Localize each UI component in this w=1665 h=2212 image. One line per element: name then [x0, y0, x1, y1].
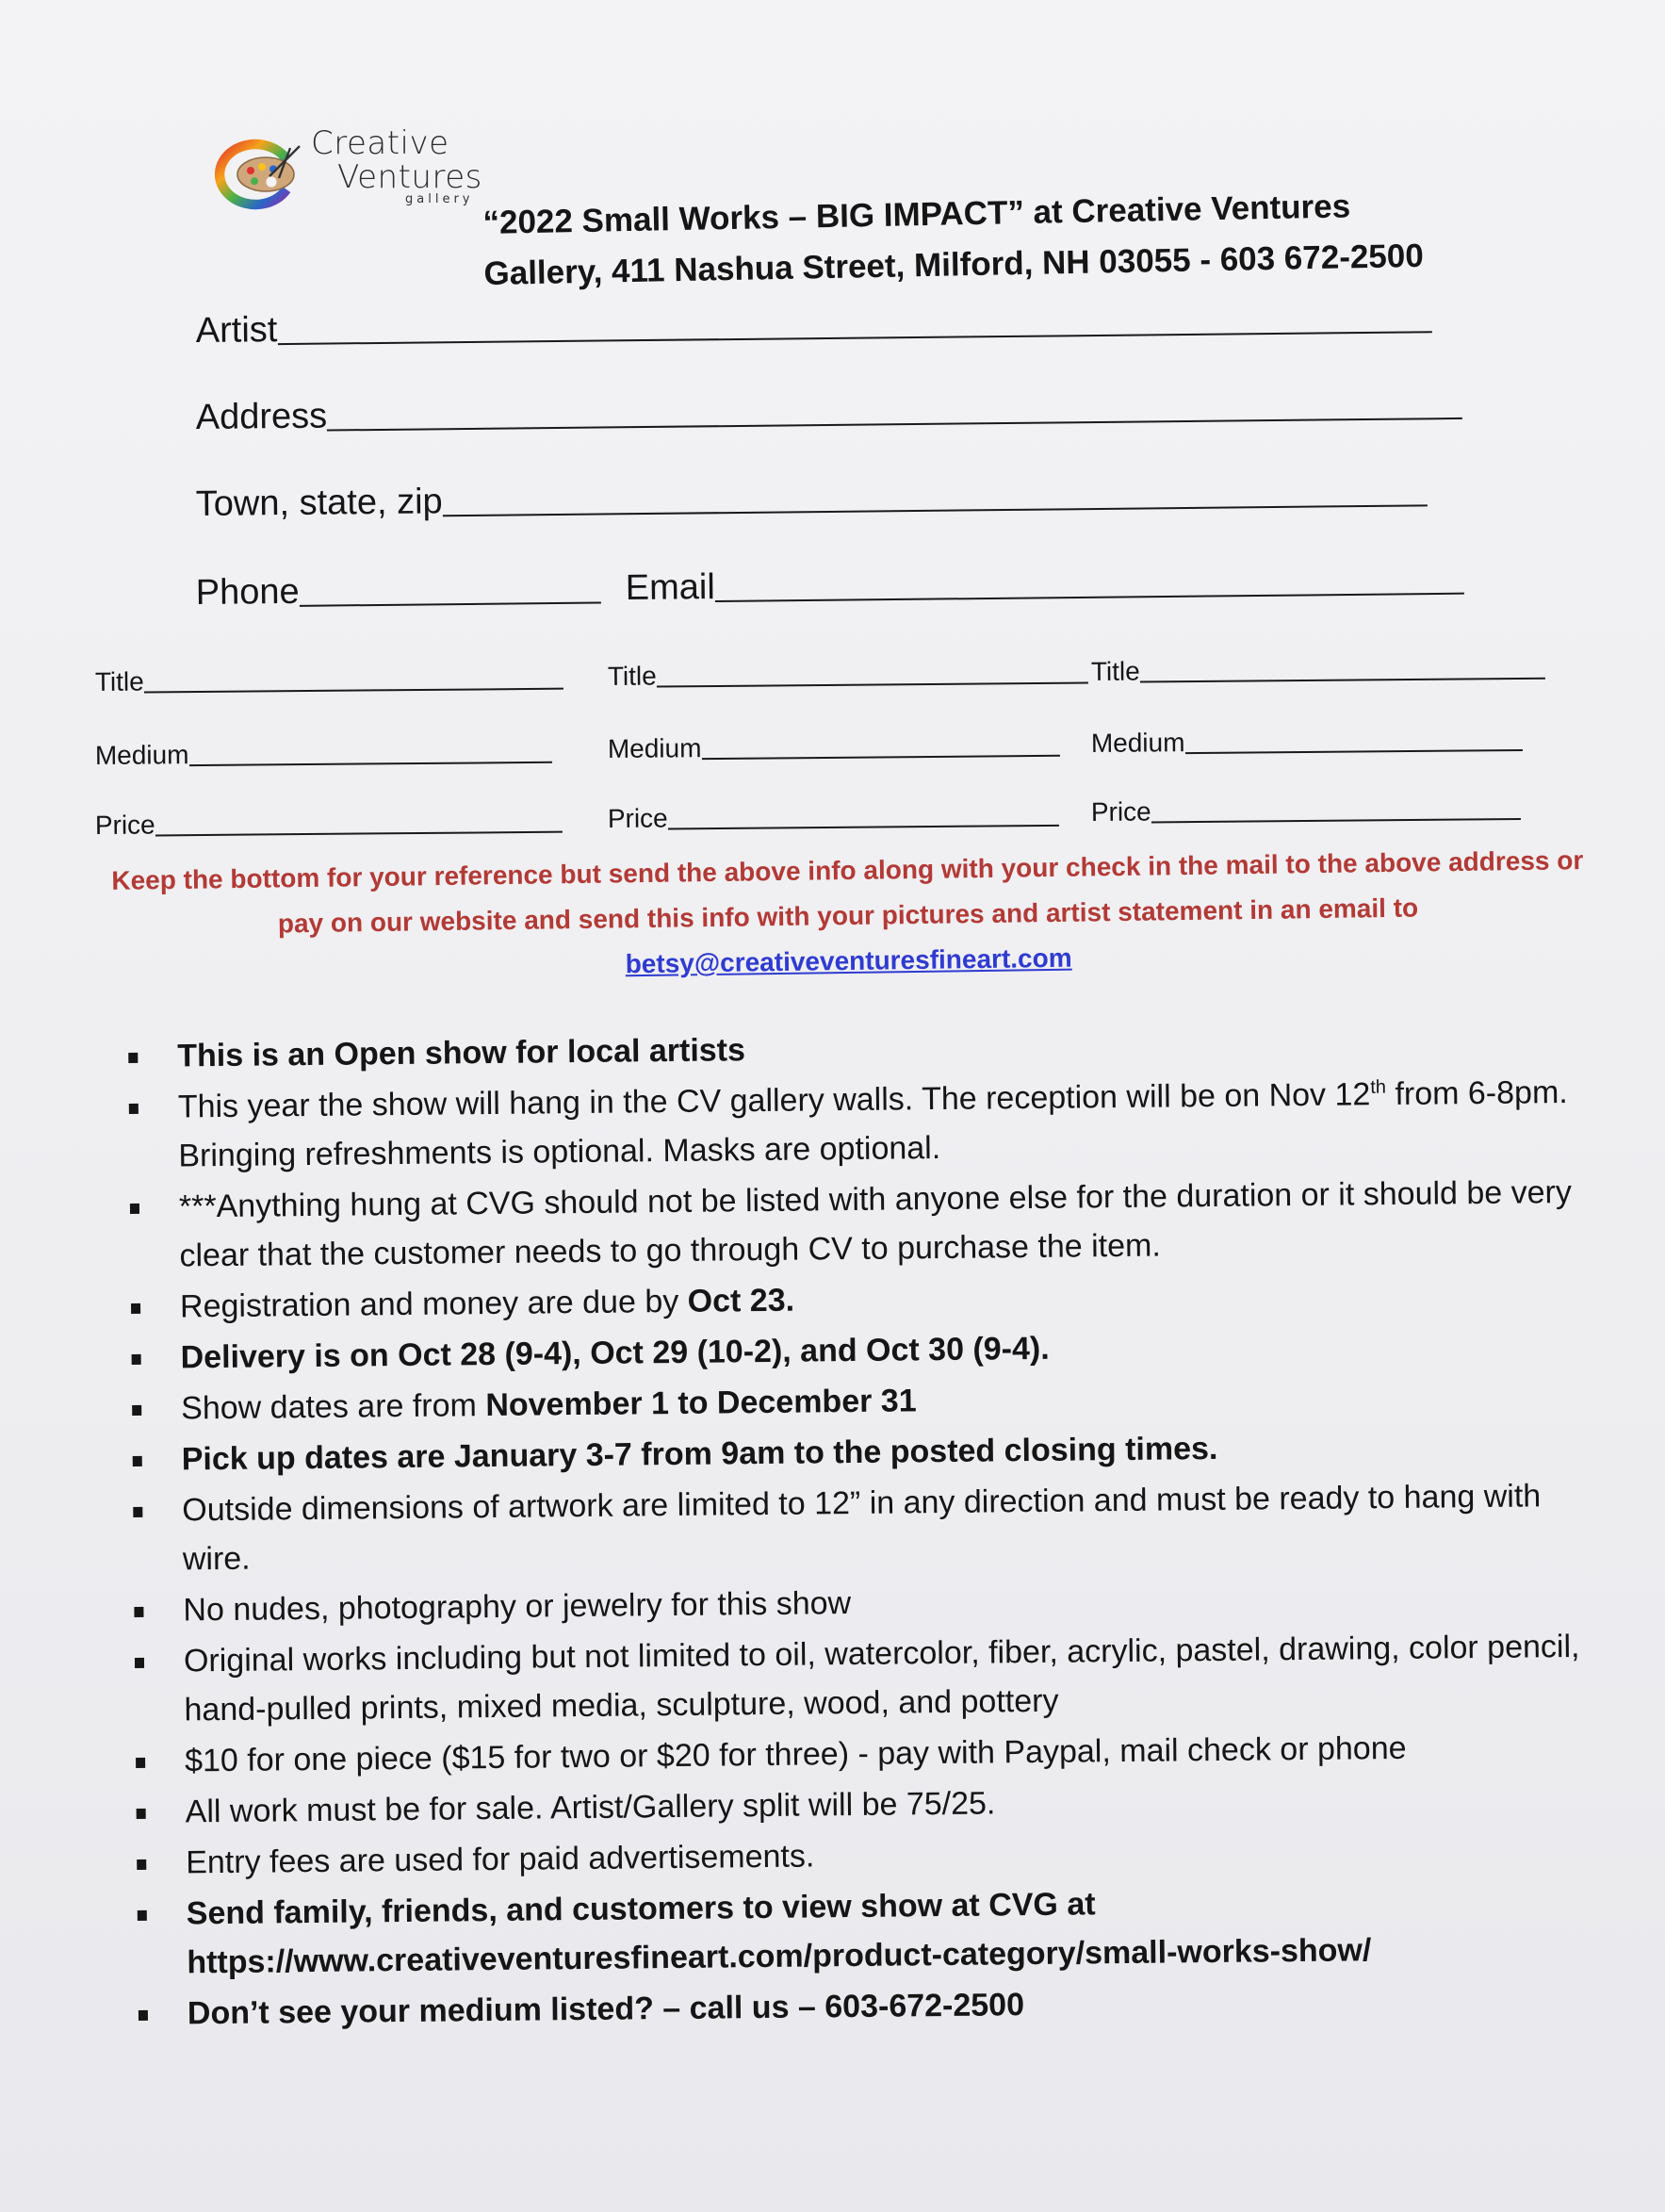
bullet-icon: [134, 1607, 143, 1617]
gallery-logo-mark: [209, 102, 322, 243]
notice-line-1: Keep the bottom for your reference but send the above info along with your check in the mail to the above address or: [111, 845, 1584, 895]
town-state-zip-label: Town, state, zip: [195, 482, 443, 525]
piece-1-title-line[interactable]: [144, 688, 563, 694]
phone-label: Phone: [195, 571, 300, 614]
bullet-icon: [132, 1405, 141, 1416]
town-state-zip-field[interactable]: [196, 471, 1428, 525]
piece-2-medium-field[interactable]: [608, 730, 1060, 764]
bullet-icon: [139, 2010, 148, 2021]
piece-1-price-label: Price: [94, 810, 155, 841]
piece-3-medium-label: Medium: [1090, 728, 1185, 759]
logo-line-3: gallery: [405, 192, 474, 206]
bullet-icon: [132, 1354, 141, 1365]
phone-input-line[interactable]: [300, 601, 601, 606]
bullet-icon: [135, 1658, 144, 1668]
list-item: [135, 1622, 1606, 1735]
piece-3-title-label: Title: [1090, 656, 1140, 687]
logo-line-2: Ventures: [337, 158, 482, 196]
list-item-text: Delivery is on Oct 28 (9-4), Oct 29 (10-2), and Oct 30 (9-4).: [180, 1330, 1050, 1376]
piece-1-price-field[interactable]: [95, 807, 563, 841]
piece-1-medium-label: Medium: [94, 740, 189, 771]
address-field[interactable]: [196, 385, 1463, 438]
piece-3-price-label: Price: [1090, 796, 1151, 827]
piece-3-title-line[interactable]: [1140, 678, 1545, 683]
artist-field[interactable]: [196, 298, 1432, 352]
logo-line-1: Creative: [311, 124, 449, 162]
piece-1-medium-line[interactable]: [189, 762, 552, 766]
piece-3-price-field[interactable]: [1091, 794, 1521, 827]
email-label: Email: [625, 567, 716, 609]
phone-field[interactable]: [196, 569, 601, 614]
submission-notice: [74, 838, 1622, 995]
piece-2-medium-line[interactable]: [702, 755, 1060, 760]
piece-1-title-label: Title: [94, 666, 144, 697]
piece-2-price-label: Price: [607, 803, 668, 834]
bullet-icon: [137, 1809, 146, 1819]
piece-3-title-field[interactable]: [1091, 653, 1545, 687]
piece-1-price-line[interactable]: [155, 831, 563, 837]
bullet-icon: [131, 1303, 140, 1314]
notice-email-link[interactable]: betsy@creativeventuresfineart.com: [625, 942, 1072, 979]
list-item-text: Send family, friends, and customers to view show at CVG at https://www.creativeventuresfineart.com/product-category/small-works-show/: [186, 1886, 1372, 1981]
list-item: [130, 1168, 1601, 1281]
artist-input-line[interactable]: [277, 331, 1431, 345]
bullet-icon: [129, 1104, 139, 1114]
email-input-line[interactable]: [715, 593, 1464, 602]
bullet-icon: [133, 1507, 142, 1517]
list-item-text: Original works including but not limited to oil, watercolor, fiber, acrylic, pastel, drawing, color pencil, hand-pulled prints, mixed media, sculpture, wood, and pottery: [183, 1628, 1580, 1729]
list-item-text: Entry fees are used for paid advertisements.: [186, 1838, 815, 1881]
list-item: [133, 1471, 1604, 1584]
title-line-1: “2022 Small Works – BIG IMPACT” at Creative Ventures: [482, 188, 1351, 241]
notice-line-2: pay on our website and send this info with your pictures and artist statement in an email to: [277, 893, 1419, 939]
email-field[interactable]: [626, 560, 1464, 609]
piece-3-medium-field[interactable]: [1091, 725, 1523, 759]
town-state-zip-input-line[interactable]: [443, 504, 1428, 516]
address-label: Address: [195, 396, 328, 438]
title-line-2: Gallery, 411 Nashua Street, Milford, NH 03055 - 603 672-2500: [483, 237, 1425, 292]
piece-1-medium-field[interactable]: [95, 737, 552, 771]
bullet-icon: [133, 1456, 142, 1466]
piece-2-title-field[interactable]: [608, 658, 1088, 692]
piece-2-price-line[interactable]: [668, 825, 1059, 830]
list-item: [129, 1068, 1600, 1181]
piece-2-medium-label: Medium: [607, 733, 702, 764]
bullet-icon: [138, 1910, 147, 1921]
piece-3-price-line[interactable]: [1151, 818, 1521, 823]
list-item-text: Pick up dates are January 3-7 from 9am to the posted closing times.: [181, 1430, 1218, 1478]
list-item-text: No nudes, photography or jewelry for this show: [183, 1585, 852, 1629]
piece-2-title-label: Title: [607, 661, 657, 692]
show-rules-list: [128, 1017, 1608, 2040]
list-item-text: ***Anything hung at CVG should not be listed with anyone else for the duration or it should be very clear that the customer needs to go through CV to purchase the item.: [178, 1173, 1573, 1274]
list-item-text: This is an Open show for local artists: [177, 1032, 746, 1074]
list-item-text: $10 for one piece ($15 for two or $20 for three) - pay with Paypal, mail check or phone: [184, 1729, 1407, 1779]
page-title: [482, 178, 1521, 300]
bullet-icon: [128, 1053, 138, 1063]
piece-1-title-field[interactable]: [95, 664, 563, 697]
bullet-icon: [130, 1204, 139, 1214]
list-item-text: All work must be for sale. Artist/Gallery split will be 75/25.: [185, 1785, 996, 1830]
bullet-icon: [137, 1860, 146, 1870]
logo-wordmark: [311, 126, 482, 206]
list-item-text: Outside dimensions of artwork are limited to 12” in any direction and must be ready to hang with wire.: [182, 1478, 1542, 1578]
list-item: [138, 1875, 1608, 1988]
address-input-line[interactable]: [327, 418, 1462, 432]
bullet-icon: [136, 1758, 145, 1768]
artist-label: Artist: [195, 310, 278, 352]
list-item-text: This year the show will hang in the CV gallery walls. The reception will be on Nov 12th from 6-8pm. Bringing refreshments is optional. Masks are optional.: [177, 1074, 1568, 1174]
list-item-text: Registration and money are due by Oct 23.: [179, 1282, 795, 1325]
piece-2-title-line[interactable]: [657, 682, 1088, 688]
list-item-text: Show dates are from November 1 to December 31: [180, 1383, 917, 1427]
piece-3-medium-line[interactable]: [1185, 749, 1523, 754]
piece-2-price-field[interactable]: [608, 800, 1059, 834]
list-item-text: Don’t see your medium listed? – call us – 603-672-2500: [187, 1987, 1025, 2032]
